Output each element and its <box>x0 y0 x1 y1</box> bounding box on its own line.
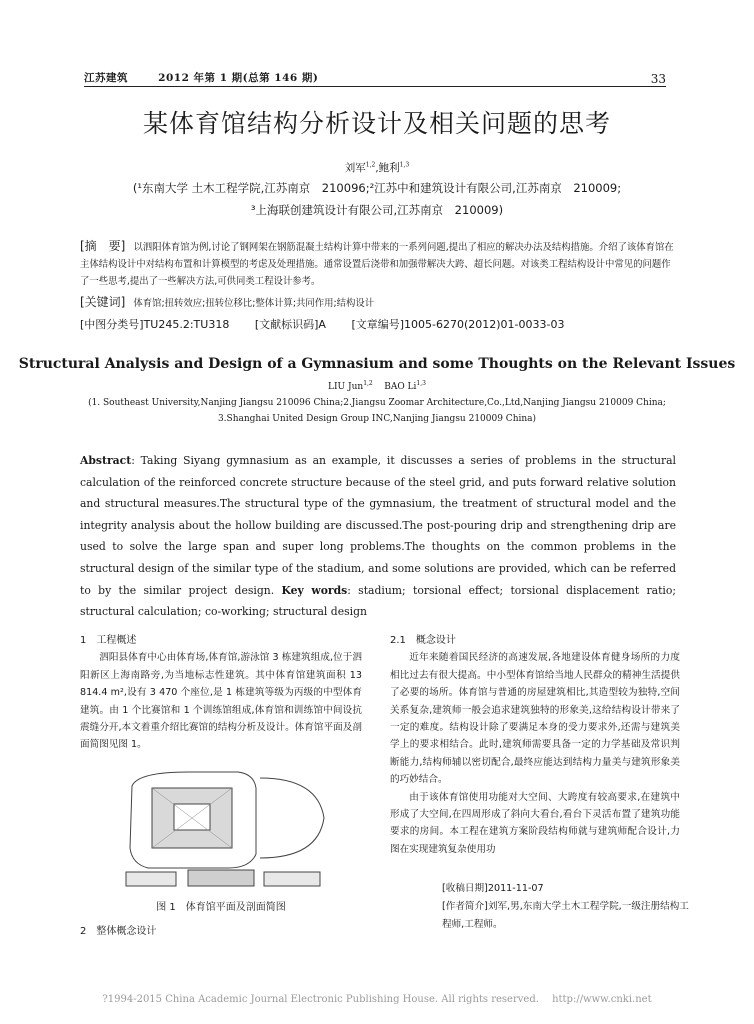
abstract-cn-text: 以泗阳体育馆为例,讨论了钢网架在钢筋混凝土结构计算中带来的一系列问题,提出了相应的解决办法及结构措施。介绍了该体育馆在主体结构设计中对结构布置和计算模型的考虑及处理措施。通常设置后浇带和加强带解决大跨、超长问题。对该类工程结构设计中常见的问题作了一些思考,提出了一些解决方法,可供同类工程设计参考。 <box>80 242 674 287</box>
journal-name: 江苏建筑 <box>84 72 128 84</box>
keywords-cn-text: 体育馆;扭转效应;扭转位移比;整体计算;共同作用;结构设计 <box>133 298 375 309</box>
figure-section-left <box>126 872 176 886</box>
document-code: [文献标识码]A <box>254 318 326 331</box>
author-en-bao: BAO Li <box>384 382 417 392</box>
section-2-1 <box>390 632 680 858</box>
author-bio: [作者简介]刘军,男,东南大学土木工程学院,一级注册结构工程师,工程师。 <box>442 901 689 930</box>
figure-court <box>174 804 210 830</box>
section-2-heading: 2 整体概念设计 <box>80 926 157 937</box>
affiliation-cn-line1: (¹东南大学 土木工程学院,江苏南京 210096;²江苏中和建筑设计有限公司,江苏南京 210009; <box>132 181 622 195</box>
figure-1-caption: 图 1 体育馆平面及剖面简图 <box>156 902 286 913</box>
header-rule <box>84 86 666 87</box>
paper-title-cn: 某体育馆结构分析设计及相关问题的思考 <box>142 109 611 138</box>
article-number: [文章编号]1005-6270(2012)01-0033-03 <box>351 318 565 331</box>
section-1-paragraph: 泗阳县体育中心由体育场,体育馆,游泳馆 3 栋建筑组成,位于泗阳新区上海南路旁,为当地标志性建筑。其中体育馆建筑面积 13 814.4 m²,设有 3 470 个座位,是 1 栋建筑等级为丙级的中型体育建筑。由 1 个比赛馆和 1 个训练馆组成,体育馆和训练馆中间设抗震缝分开,本文着重介绍比赛馆的结构分析及设计。体育馆平面及剖面简图见图 1。 <box>80 652 362 751</box>
section-1-heading: 1 工程概述 <box>80 635 137 646</box>
author-liu: 刘军 <box>344 162 366 174</box>
page-number: 33 <box>650 72 666 86</box>
author-en-liu: LIU Jun <box>328 382 364 392</box>
received-date: [收稿日期]2011-11-07 <box>442 883 544 894</box>
classification-line <box>80 316 680 332</box>
figure-1-drawing <box>118 768 328 888</box>
keywords-cn <box>80 294 678 312</box>
authors-cn <box>0 160 754 175</box>
authors-en <box>0 380 754 392</box>
keywords-en-text: : stadium; torsional effect; torsional displacement ratio; structural calculation; co-working; structural design <box>80 583 677 619</box>
abstract-cn-label: [摘 要] <box>80 239 126 253</box>
keywords-en-label: Key words <box>281 583 348 597</box>
running-header <box>84 70 344 85</box>
abstract-en <box>80 450 676 623</box>
article-notes <box>442 880 692 934</box>
clc-number: [中图分类号]TU245.2:TU318 <box>80 318 230 331</box>
affiliation-en-line2: 3.Shanghai United Design Group INC,Nanjing Jiangsu 210009 China) <box>217 414 537 424</box>
abstract-en-label: Abstract <box>80 454 132 467</box>
abstract-en-text: : Taking Siyang gymnasium as an example, it discusses a series of problems in the structural calculation of the reinforced concrete structure because of the steel grid, and puts forward relative solution and structural measures.The structural type of the gymnasium, the treatment of structural model and the integrity analysis about the hollow building are discussed.The post-pouring drip and strengthening drip are used to solve the large span and super long problems.The thoughts on the common problems in the structural design of the similar type of the stadium, and some solutions are provided, which can be referred to by the similar project design. <box>80 454 676 597</box>
section-2-1-paragraph-2: 由于该体育馆使用功能对大空间、大跨度有较高要求,在建筑中形成了大空间,在四周形成了斜向大看台,看台下灵活布置了建筑功能要求的房间。本工程在建筑方案阶段结构师就与建筑师配合设计,力图在实现建筑复杂使用功 <box>390 791 680 855</box>
keywords-cn-label: [关键词] <box>80 295 126 309</box>
section-1 <box>80 632 362 754</box>
figure-section-right <box>264 872 320 886</box>
section-2-1-paragraph-1: 近年来随着国民经济的高速发展,各地建设体育健身场所的力度相比过去有很大提高。中小型体育馆给当地人民群众的精神生活提供了必要的场所。体育馆与普通的房屋建筑相比,其造型较为独特,空间关系复杂,建筑师一般会追求建筑独特的形象美,这给结构设计带来了一定的难度。结构设计除了要满足本身的受力要求外,还需与建筑美学上的要求相结合。此时,建筑师需要具备一定的力学基础及常识判断能力,结构师辅以密切配合,最终应能达到结构力量美与建筑形象美的巧妙结合。 <box>390 652 680 786</box>
author-en-liu-affil: 1,2 <box>363 380 373 387</box>
author-liu-affil: 1,2 <box>365 161 376 169</box>
abstract-cn <box>80 238 678 290</box>
author-bao: 鲍利 <box>378 162 400 174</box>
author-bao-affil: 1,3 <box>399 161 410 169</box>
affiliation-cn-line2: ³上海联创建筑设计有限公司,江苏南京 210009) <box>250 203 504 217</box>
author-sep: , <box>375 162 379 174</box>
author-en-bao-affil: 1,3 <box>416 380 426 387</box>
section-2-1-heading: 2.1 概念设计 <box>390 635 456 646</box>
issue-info: 2012 年第 1 期(总第 146 期) <box>158 72 319 84</box>
figure-training-hall <box>260 778 324 858</box>
paper-title-en: Structural Analysis and Design of a Gymnasium and some Thoughts on the Relevant Issues <box>18 356 736 372</box>
affiliation-en-line1: (1. Southeast University,Nanjing Jiangsu 210096 China;2.Jiangsu Zoomar Architecture,Co.,Ltd,Nanjing Jiangsu 210009 China; <box>88 398 666 408</box>
copyright-footer: ?1994-2015 China Academic Journal Electronic Publishing House. All rights reserved. http://www.cnki.net <box>102 994 652 1005</box>
figure-section-center <box>188 870 254 886</box>
